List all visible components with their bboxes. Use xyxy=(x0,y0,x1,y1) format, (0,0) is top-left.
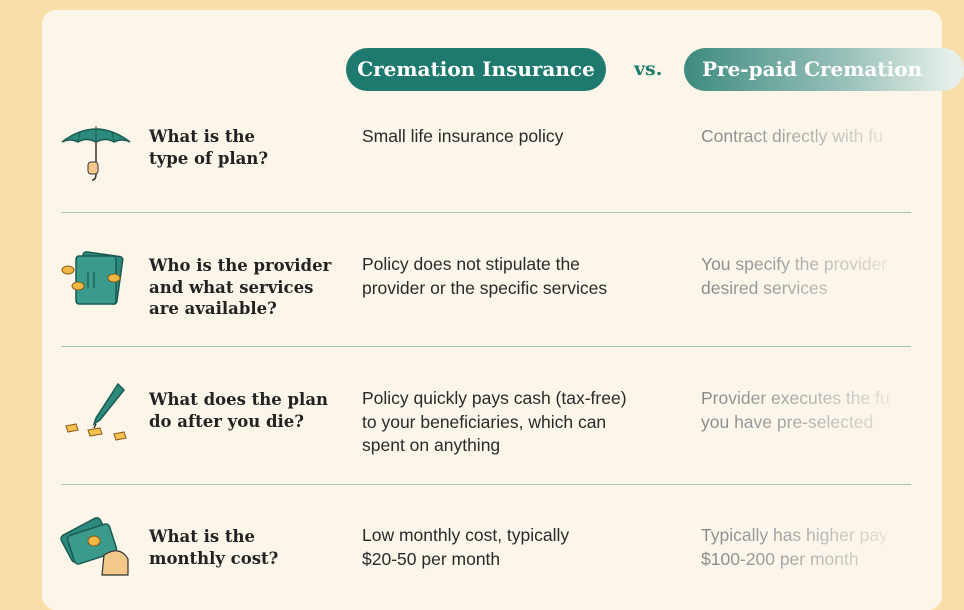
plan-a-header: Cremation Insurance xyxy=(346,48,606,91)
question-line: type of plan? xyxy=(149,148,268,168)
answer-b-line: Typically has higher pay xyxy=(701,525,888,545)
answer-a-line: $20-50 per month xyxy=(362,548,501,569)
answer-a-line: spent on anything xyxy=(362,435,501,455)
question-line: do after you die? xyxy=(149,411,304,431)
answer-b-line: $100-200 per month xyxy=(701,548,859,569)
answer-a-line: provider or the specific services xyxy=(362,277,608,298)
question-line: Who is the provider xyxy=(149,256,332,275)
umbrella-icon xyxy=(58,122,134,189)
answer-b-line: you have pre-selected xyxy=(701,411,874,432)
answer-b-line: desired services xyxy=(701,277,828,298)
question-line: and what services xyxy=(149,277,314,297)
answer-a-line: Policy does not stipulate the xyxy=(362,254,580,274)
row-divider xyxy=(61,484,911,485)
question-line: What does the plan xyxy=(149,390,329,409)
question-line: What is the xyxy=(149,527,256,546)
question-line: are available? xyxy=(149,299,277,318)
row-divider xyxy=(61,346,911,347)
row-divider xyxy=(61,212,911,213)
answer-b-line: You specify the provider xyxy=(701,254,888,274)
question-line: monthly cost? xyxy=(149,548,279,568)
plan-b-header: Pre-paid Cremation xyxy=(684,48,964,91)
answer-a-line: to your beneficiaries, which can xyxy=(362,411,607,432)
pen-signing-icon xyxy=(58,380,134,451)
answer-a-line: Policy quickly pays cash (tax-free) xyxy=(362,388,627,408)
answer-a-line: Small life insurance policy xyxy=(362,126,564,146)
answer-a-line: Low monthly cost, typically xyxy=(362,525,570,545)
answer-b-line: Provider executes the fu xyxy=(701,388,890,408)
question-line: What is the xyxy=(149,127,256,146)
cash-in-hand-icon xyxy=(58,515,134,580)
answer-b-line: Contract directly with fu xyxy=(701,126,883,146)
money-stack-icon xyxy=(58,250,130,315)
vs-label: vs. xyxy=(634,58,663,80)
